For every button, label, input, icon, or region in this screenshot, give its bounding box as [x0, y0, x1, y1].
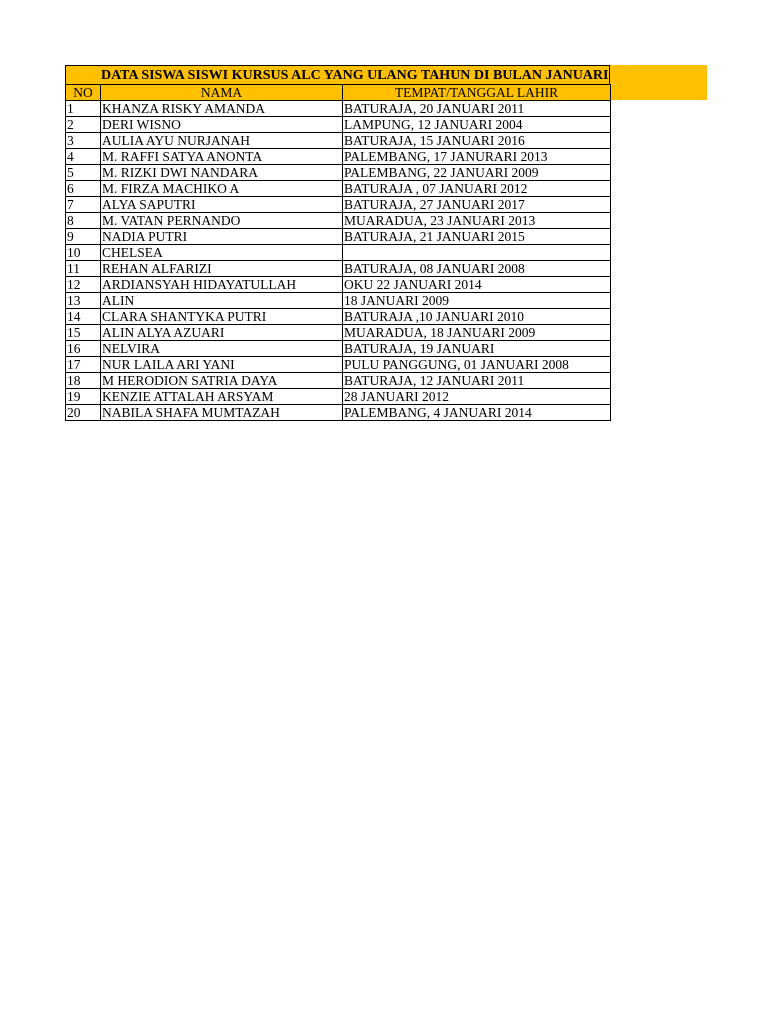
cell-ttl[interactable]: PALEMBANG, 22 JANUARI 2009: [343, 165, 611, 181]
cell-ttl[interactable]: 28 JANUARI 2012: [343, 389, 611, 405]
spreadsheet: [65, 65, 707, 420]
table-row: [66, 181, 611, 197]
table-row: [66, 101, 611, 117]
title-fill-overflow: [610, 65, 707, 100]
cell-no[interactable]: 4: [66, 149, 101, 165]
cell-no[interactable]: 2: [66, 117, 101, 133]
table-row: [66, 245, 611, 261]
table-row: [66, 197, 611, 213]
cell-nama[interactable]: CHELSEA: [101, 245, 343, 261]
cell-no[interactable]: 12: [66, 277, 101, 293]
cell-nama[interactable]: ALIN: [101, 293, 343, 309]
cell-no[interactable]: 11: [66, 261, 101, 277]
table-row: [66, 149, 611, 165]
table-row: [66, 165, 611, 181]
table-row: [66, 261, 611, 277]
cell-no[interactable]: 20: [66, 405, 101, 421]
cell-nama[interactable]: NUR LAILA ARI YANI: [101, 357, 343, 373]
cell-no[interactable]: 6: [66, 181, 101, 197]
cell-no[interactable]: 17: [66, 357, 101, 373]
cell-ttl[interactable]: MUARADUA, 18 JANUARI 2009: [343, 325, 611, 341]
cell-nama[interactable]: NELVIRA: [101, 341, 343, 357]
table-row: [66, 357, 611, 373]
cell-ttl[interactable]: OKU 22 JANUARI 2014: [343, 277, 611, 293]
cell-nama[interactable]: NADIA PUTRI: [101, 229, 343, 245]
table-row: [66, 389, 611, 405]
title-cell[interactable]: [65, 65, 610, 84]
cell-ttl[interactable]: LAMPUNG, 12 JANUARI 2004: [343, 117, 611, 133]
table-row: [66, 293, 611, 309]
cell-nama[interactable]: KHANZA RISKY AMANDA: [101, 101, 343, 117]
cell-no[interactable]: 5: [66, 165, 101, 181]
table-row: [66, 325, 611, 341]
table-body: [66, 101, 611, 421]
cell-no[interactable]: 14: [66, 309, 101, 325]
cell-no[interactable]: 13: [66, 293, 101, 309]
cell-ttl[interactable]: BATURAJA, 19 JANUARI: [343, 341, 611, 357]
sheet-title: DATA SISWA SISWI KURSUS ALC YANG ULANG TAHUN DI BULAN JANUARI: [101, 68, 609, 83]
table-row: [66, 277, 611, 293]
cell-no[interactable]: 15: [66, 325, 101, 341]
title-row: [65, 65, 707, 85]
cell-no[interactable]: 9: [66, 229, 101, 245]
table-row: [66, 341, 611, 357]
cell-nama[interactable]: M. VATAN PERNANDO: [101, 213, 343, 229]
cell-no[interactable]: 8: [66, 213, 101, 229]
table-row: [66, 213, 611, 229]
table-row: [66, 133, 611, 149]
cell-nama[interactable]: REHAN ALFARIZI: [101, 261, 343, 277]
student-table: [65, 84, 611, 421]
cell-ttl[interactable]: [343, 245, 611, 261]
cell-ttl[interactable]: BATURAJA, 12 JANUARI 2011: [343, 373, 611, 389]
cell-nama[interactable]: ARDIANSYAH HIDAYATULLAH: [101, 277, 343, 293]
cell-ttl[interactable]: PULU PANGGUNG, 01 JANUARI 2008: [343, 357, 611, 373]
cell-ttl[interactable]: PALEMBANG, 4 JANUARI 2014: [343, 405, 611, 421]
header-ttl[interactable]: TEMPAT/TANGGAL LAHIR: [343, 85, 611, 101]
table-row: [66, 373, 611, 389]
cell-no[interactable]: 1: [66, 101, 101, 117]
cell-nama[interactable]: M. FIRZA MACHIKO A: [101, 181, 343, 197]
cell-nama[interactable]: AULIA AYU NURJANAH: [101, 133, 343, 149]
cell-nama[interactable]: ALIN ALYA AZUARI: [101, 325, 343, 341]
cell-nama[interactable]: CLARA SHANTYKA PUTRI: [101, 309, 343, 325]
cell-ttl[interactable]: 18 JANUARI 2009: [343, 293, 611, 309]
cell-ttl[interactable]: BATURAJA, 15 JANUARI 2016: [343, 133, 611, 149]
cell-ttl[interactable]: MUARADUA, 23 JANUARI 2013: [343, 213, 611, 229]
header-nama[interactable]: NAMA: [101, 85, 343, 101]
header-row: [66, 85, 611, 101]
table-row: [66, 117, 611, 133]
cell-nama[interactable]: M. RIZKI DWI NANDARA: [101, 165, 343, 181]
cell-no[interactable]: 18: [66, 373, 101, 389]
cell-nama[interactable]: NABILA SHAFA MUMTAZAH: [101, 405, 343, 421]
cell-ttl[interactable]: BATURAJA, 20 JANUARI 2011: [343, 101, 611, 117]
cell-no[interactable]: 3: [66, 133, 101, 149]
cell-no[interactable]: 10: [66, 245, 101, 261]
table-row: [66, 405, 611, 421]
cell-ttl[interactable]: BATURAJA, 27 JANUARI 2017: [343, 197, 611, 213]
header-no[interactable]: NO: [66, 85, 101, 101]
table-row: [66, 309, 611, 325]
cell-ttl[interactable]: BATURAJA ,10 JANUARI 2010: [343, 309, 611, 325]
cell-ttl[interactable]: BATURAJA , 07 JANUARI 2012: [343, 181, 611, 197]
table-row: [66, 229, 611, 245]
cell-no[interactable]: 7: [66, 197, 101, 213]
cell-nama[interactable]: ALYA SAPUTRI: [101, 197, 343, 213]
cell-no[interactable]: 19: [66, 389, 101, 405]
cell-no[interactable]: 16: [66, 341, 101, 357]
cell-nama[interactable]: M. RAFFI SATYA ANONTA: [101, 149, 343, 165]
cell-nama[interactable]: KENZIE ATTALAH ARSYAM: [101, 389, 343, 405]
cell-nama[interactable]: M HERODION SATRIA DAYA: [101, 373, 343, 389]
cell-ttl[interactable]: BATURAJA, 08 JANUARI 2008: [343, 261, 611, 277]
cell-ttl[interactable]: BATURAJA, 21 JANUARI 2015: [343, 229, 611, 245]
cell-nama[interactable]: DERI WISNO: [101, 117, 343, 133]
cell-ttl[interactable]: PALEMBANG, 17 JANURARI 2013: [343, 149, 611, 165]
